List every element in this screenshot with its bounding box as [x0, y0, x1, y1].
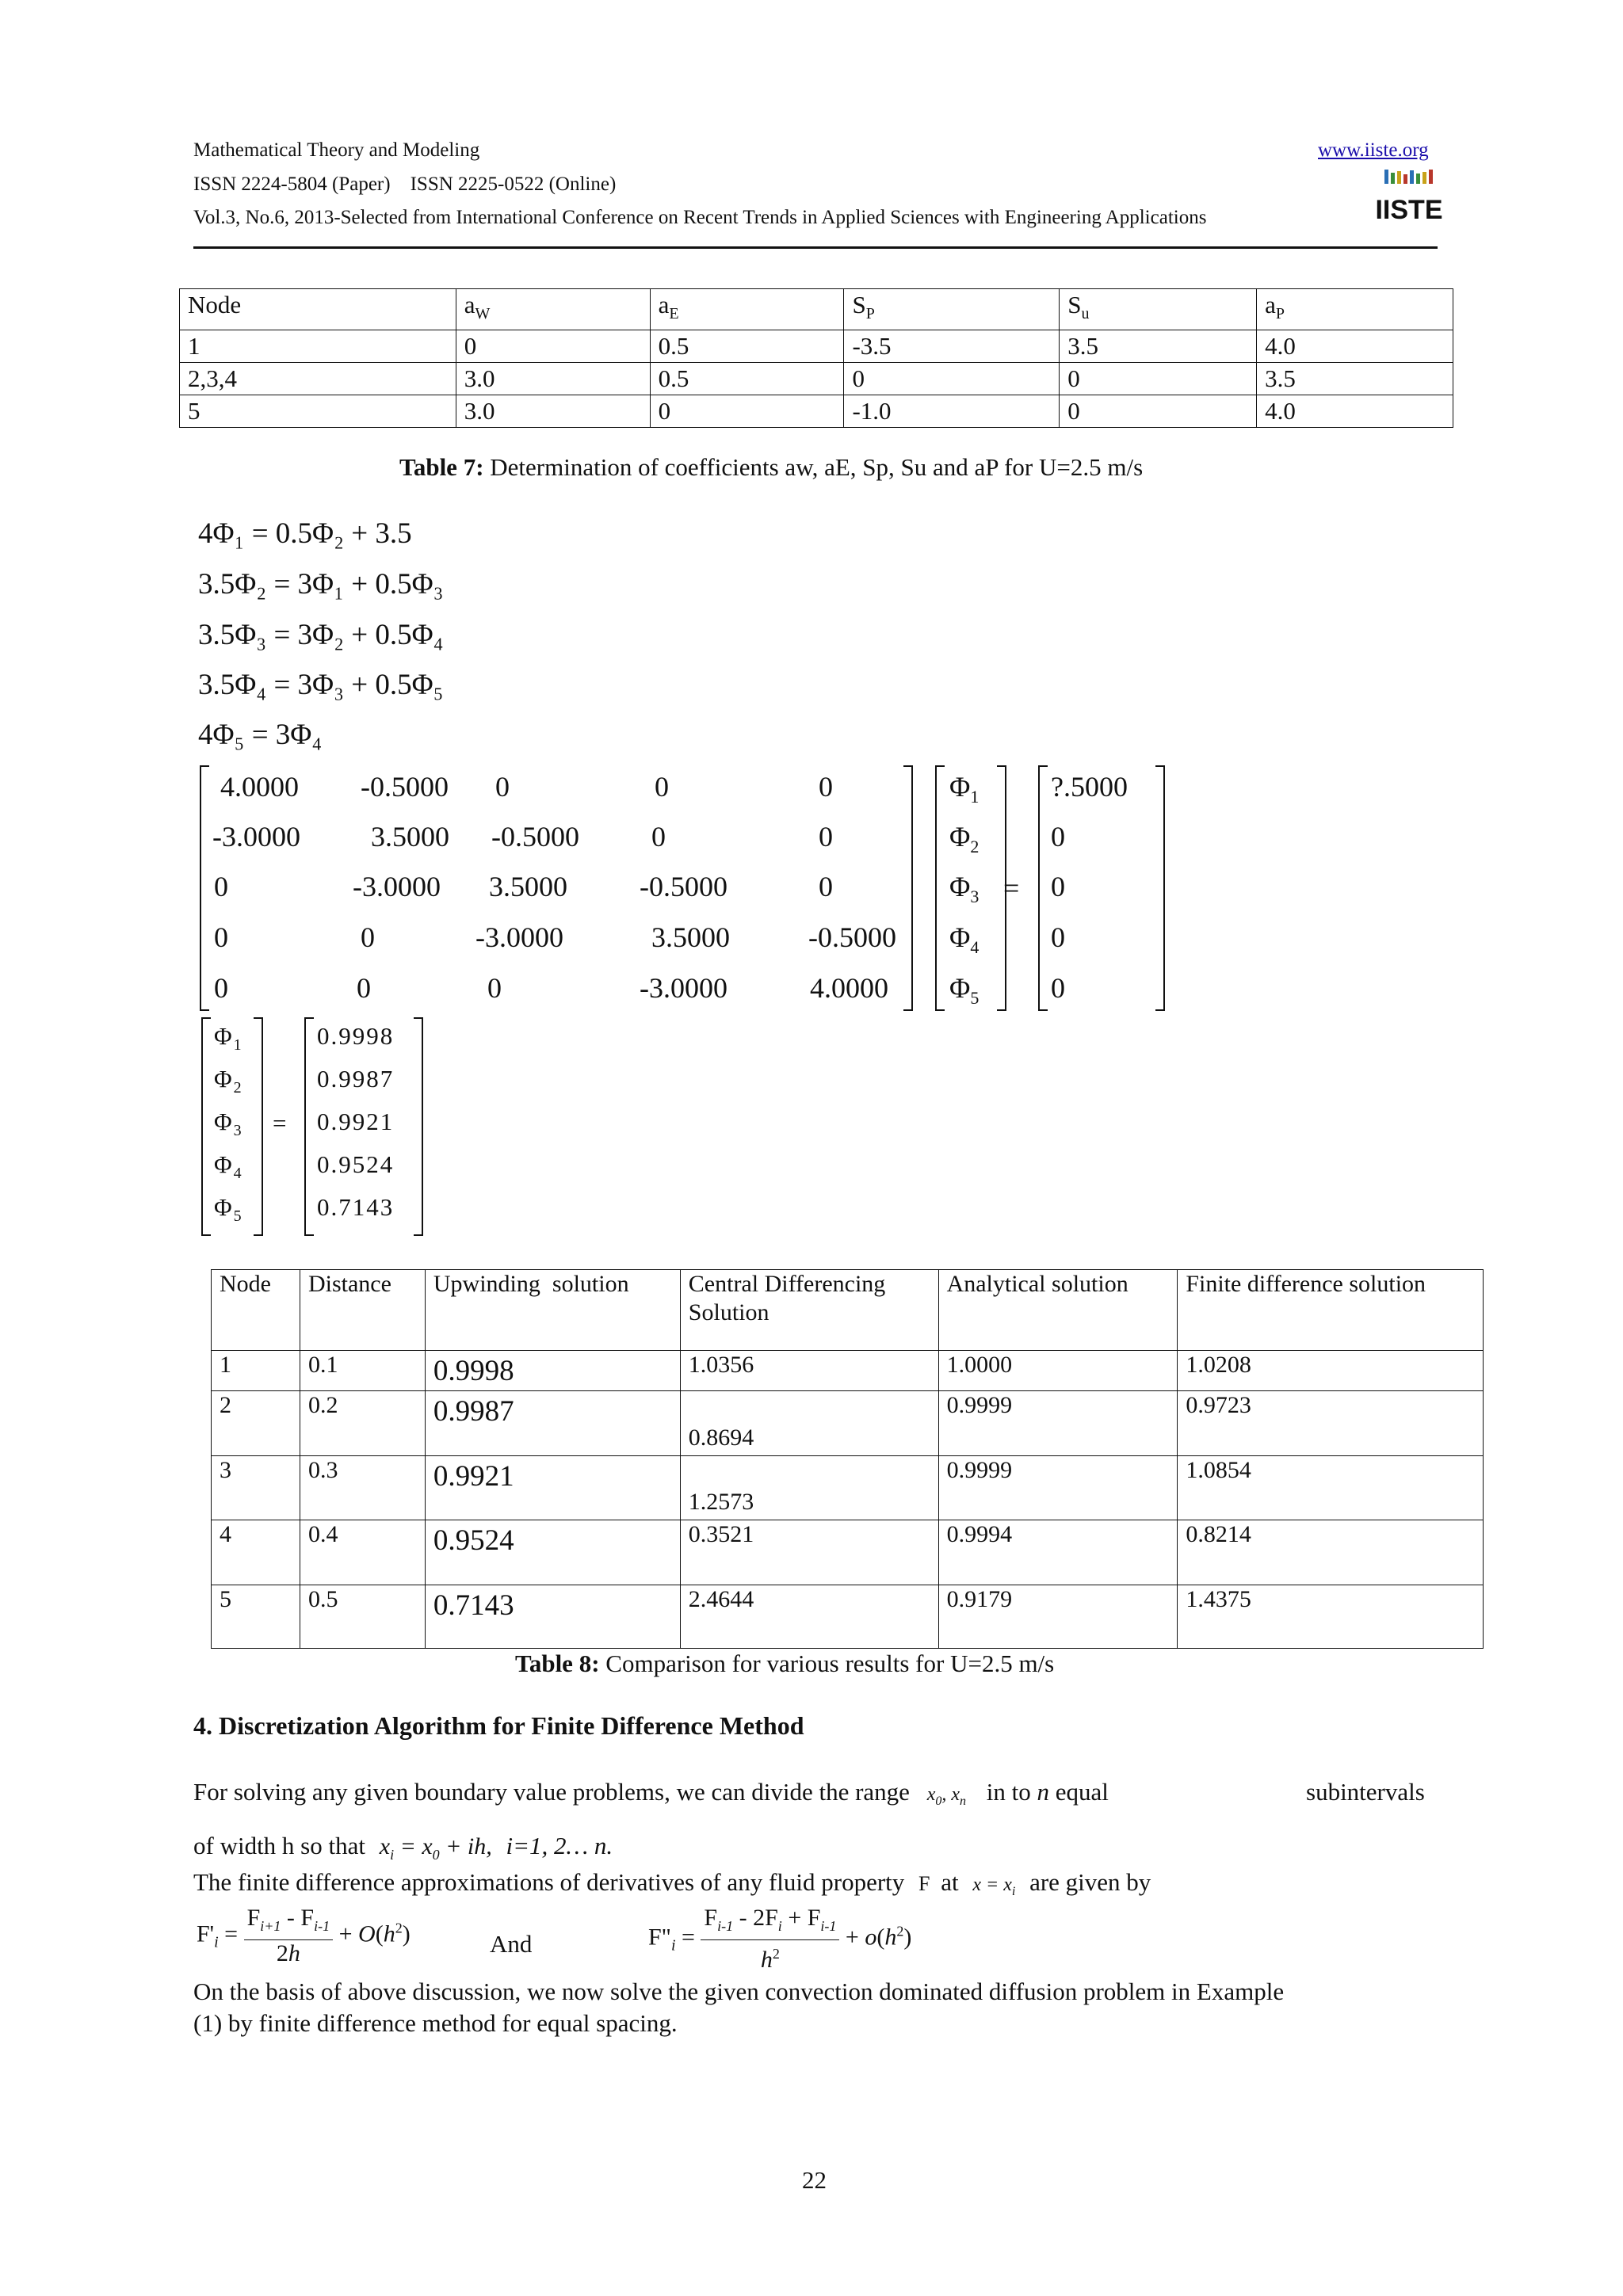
table-cell: 0.5: [300, 1585, 425, 1649]
table-cell: 0.5: [650, 363, 844, 395]
and-word: And: [490, 1930, 533, 1958]
table-cell: 0.7143: [425, 1585, 680, 1649]
rhs-cell: 0: [1051, 821, 1065, 852]
vector-cell: $\Phi_4$: [949, 921, 980, 958]
solution-right-bracket: [254, 1017, 263, 1236]
table-header-cell: Upwinding solution: [425, 1270, 680, 1351]
equals-sign: =: [1003, 872, 1020, 904]
table-row: [180, 363, 1453, 395]
table-cell: 0.9921: [425, 1456, 680, 1520]
paragraph-1-tail: subintervals: [1306, 1778, 1425, 1806]
table-cell: 0: [1060, 363, 1257, 395]
table-cell: 1: [212, 1351, 300, 1391]
table-header-cell: Central Differencing Solution: [680, 1270, 938, 1351]
rhs-cell: ?.5000: [1051, 771, 1128, 803]
table-cell: 2.4644: [680, 1585, 938, 1649]
table-cell: 0.9723: [1178, 1391, 1484, 1456]
table-header-cell: Analytical solution: [938, 1270, 1178, 1351]
table-cell: 0: [650, 395, 844, 428]
table-cell: 0.9998: [425, 1351, 680, 1391]
matrix-cell: 0: [361, 921, 375, 953]
table-row: [212, 1456, 1484, 1520]
solution-value: 0.9998: [317, 1022, 395, 1050]
solution-value: 0.9921: [317, 1108, 395, 1135]
table-cell: 5: [180, 395, 456, 428]
matrix-cell: 0: [214, 921, 228, 953]
table-cell: 3.5: [1060, 330, 1257, 363]
rhs-right-bracket: [1155, 765, 1165, 1011]
table-cell: 1.0208: [1178, 1351, 1484, 1391]
matrix-cell: -0.5000: [361, 771, 449, 803]
matrix-cell: 0: [819, 871, 833, 902]
matrix-cell: 3.5000: [489, 871, 567, 902]
table-cell: -1.0: [844, 395, 1060, 428]
solution-left-bracket: [201, 1017, 211, 1236]
paragraph-4-line-1: On the basis of above discussion, we now solve the given convection dominated diffusion problem in Example: [193, 1978, 1285, 2005]
section-heading: 4. Discretization Algorithm for Finite Difference Method: [193, 1711, 804, 1740]
page-number: 22: [802, 2166, 827, 2194]
matrix-cell: 4.0000: [810, 972, 888, 1004]
equals-sign: =: [273, 1109, 288, 1137]
table-cell: 0.8694: [680, 1391, 938, 1456]
table-header-row: [212, 1270, 1484, 1351]
table-cell: 0.8214: [1178, 1520, 1484, 1585]
equation-3: 3.5Φ₃ = 3Φ₂ + 0.5Φ₄: [198, 619, 444, 651]
matrix-cell: 0: [819, 771, 833, 803]
equation-1: 4Φ₁ = 0.5Φ₂ + 3.5: [198, 517, 412, 550]
matrix-cell: -3.0000: [640, 972, 727, 1004]
vector-cell: $\Phi_3$: [949, 871, 980, 907]
table-cell: 0.2: [300, 1391, 425, 1456]
table-cell: 0.9994: [938, 1520, 1178, 1585]
table-cell: 1.0854: [1178, 1456, 1484, 1520]
table-cell: 1.0356: [680, 1351, 938, 1391]
first-derivative-formula: $F'_i$ = $\frac{F_{i+1} - F_{i-1}}{2h}$ + $O(h^2)$: [197, 1905, 411, 1966]
matrix-cell: -3.0000: [212, 821, 300, 852]
equation-4: 3.5Φ₄ = 3Φ₃ + 0.5Φ₅: [198, 669, 444, 701]
matrix-cell: 4.0000: [220, 771, 299, 803]
matrix-cell: 0: [214, 871, 228, 902]
table-header-cell: $S_u$: [1060, 289, 1257, 330]
matrix-cell: 0: [819, 821, 833, 852]
journal-url-link[interactable]: www.iiste.org: [1318, 139, 1429, 161]
matrix-cell: 3.5000: [371, 821, 449, 852]
paragraph-3: The finite difference approximations of derivatives of any fluid property F at $x = x_i$ are given by: [193, 1868, 1151, 1898]
comparison-table: [211, 1269, 1484, 1649]
iiste-logo-icon: [1375, 168, 1443, 225]
rhs-cell: 0: [1051, 921, 1065, 953]
table-cell: 1.2573: [680, 1456, 938, 1520]
table-header-cell: $a_W$: [456, 289, 650, 330]
table-cell: 0.9987: [425, 1391, 680, 1456]
table-cell: 5: [212, 1585, 300, 1649]
matrix-cell: 0: [214, 972, 228, 1004]
table-row: [180, 330, 1453, 363]
table-cell: 0.5: [650, 330, 844, 363]
matrix-cell: -3.0000: [475, 921, 563, 953]
journal-issn: ISSN 2224-5804 (Paper) ISSN 2225-0522 (Online): [193, 174, 617, 195]
table-header-cell: $S_P$: [844, 289, 1060, 330]
table-cell: 3.5: [1257, 363, 1453, 395]
table-row: [212, 1520, 1484, 1585]
table-cell: 0: [456, 330, 650, 363]
solution-values-right-bracket: [414, 1017, 423, 1236]
matrix-cell: 3.5000: [651, 921, 730, 953]
table-cell: 1.0000: [938, 1351, 1178, 1391]
matrix-cell: -0.5000: [640, 871, 727, 902]
table-cell: 2,3,4: [180, 363, 456, 395]
vector-cell: $\Phi_1$: [949, 771, 980, 807]
table-cell: 0.9999: [938, 1456, 1178, 1520]
table-header-cell: $a_P$: [1257, 289, 1453, 330]
table-row: [212, 1585, 1484, 1649]
matrix-cell: 0: [651, 821, 666, 852]
table-cell: 2: [212, 1391, 300, 1456]
solution-phi: $\Phi_1$: [214, 1022, 243, 1055]
vector-cell: $\Phi_5$: [949, 972, 980, 1009]
matrix-left-bracket: [200, 765, 209, 1011]
table-row: [180, 395, 1453, 428]
table-cell: 0.1: [300, 1351, 425, 1391]
table-cell: 0.9179: [938, 1585, 1178, 1649]
matrix-cell: -0.5000: [808, 921, 896, 953]
table-cell: -3.5: [844, 330, 1060, 363]
table-cell: 1.4375: [1178, 1585, 1484, 1649]
coefficients-table: [179, 288, 1453, 428]
table-cell: 1: [180, 330, 456, 363]
table-cell: 0.3: [300, 1456, 425, 1520]
solution-phi: $\Phi_5$: [214, 1193, 243, 1226]
solution-phi: $\Phi_4$: [214, 1150, 243, 1183]
second-derivative-formula: $F"_i$ = $\frac{F_{i-1} - 2F_i + F_{i-1}}{h^2}$ + $o(h^2)$: [648, 1905, 912, 1973]
matrix-cell: 0: [357, 972, 371, 1004]
table-header-cell: Finite difference solution: [1178, 1270, 1484, 1351]
journal-volume: Vol.3, No.6, 2013-Selected from International Conference on Recent Trends in Applied Sciences with Engineering Applications: [193, 207, 1207, 228]
table-header-row: [180, 289, 1453, 330]
table-cell: 3.0: [456, 395, 650, 428]
table-cell: 0.9524: [425, 1520, 680, 1585]
table-cell: 4.0: [1257, 395, 1453, 428]
paragraph-4-line-2: (1) by finite difference method for equal spacing.: [193, 2009, 678, 2037]
table-cell: 0: [1060, 395, 1257, 428]
table-cell: 0: [844, 363, 1060, 395]
paragraph-2: of width h so that $x_i = x_0$ + ih, i=1, 2… n.: [193, 1832, 613, 1863]
table-header-cell: Node: [212, 1270, 300, 1351]
rhs-cell: 0: [1051, 871, 1065, 902]
table-cell: 3.0: [456, 363, 650, 395]
matrix-cell: 0: [487, 972, 502, 1004]
equation-2: 3.5Φ₂ = 3Φ₁ + 0.5Φ₃: [198, 568, 444, 601]
equation-5: 4Φ₅ = 3Φ₄: [198, 719, 323, 751]
rhs-cell: 0: [1051, 972, 1065, 1004]
table-cell: 0.4: [300, 1520, 425, 1585]
table-cell: 0.3521: [680, 1520, 938, 1585]
rhs-left-bracket: [1038, 765, 1048, 1011]
vector-cell: $\Phi_2$: [949, 821, 980, 857]
solution-value: 0.7143: [317, 1193, 395, 1221]
solution-phi: $\Phi_2$: [214, 1065, 243, 1097]
header-rule: [193, 246, 1438, 249]
journal-title: Mathematical Theory and Modeling: [193, 139, 480, 161]
matrix-cell: -0.5000: [491, 821, 579, 852]
table-cell: 0.9999: [938, 1391, 1178, 1456]
paragraph-1: For solving any given boundary value problems, we can divide the range $x_0$, $x_n$ in to n equal: [193, 1778, 1109, 1808]
solution-phi: $\Phi_3$: [214, 1108, 243, 1140]
matrix-cell: 0: [655, 771, 669, 803]
svg-text:IISTE: IISTE: [1375, 195, 1443, 225]
table-cell: 3: [212, 1456, 300, 1520]
table-header-cell: Distance: [300, 1270, 425, 1351]
table-cell: 4.0: [1257, 330, 1453, 363]
solution-values-left-bracket: [304, 1017, 314, 1236]
solution-value: 0.9987: [317, 1065, 395, 1093]
matrix-cell: -3.0000: [353, 871, 441, 902]
matrix-right-bracket: [903, 765, 913, 1011]
table-header-cell: Node: [180, 289, 456, 330]
matrix-cell: 0: [495, 771, 510, 803]
solution-value: 0.9524: [317, 1150, 395, 1178]
table-row: [212, 1391, 1484, 1456]
vector-left-bracket: [935, 765, 945, 1011]
table8-caption: Table 8: Comparison for various results for U=2.5 m/s: [515, 1650, 1055, 1677]
table-cell: 4: [212, 1520, 300, 1585]
table-row: [212, 1351, 1484, 1391]
table7-caption: Table 7: Determination of coefficients aw, aE, Sp, Su and aP for U=2.5 m/s: [399, 453, 1144, 481]
table-header-cell: $a_E$: [650, 289, 844, 330]
